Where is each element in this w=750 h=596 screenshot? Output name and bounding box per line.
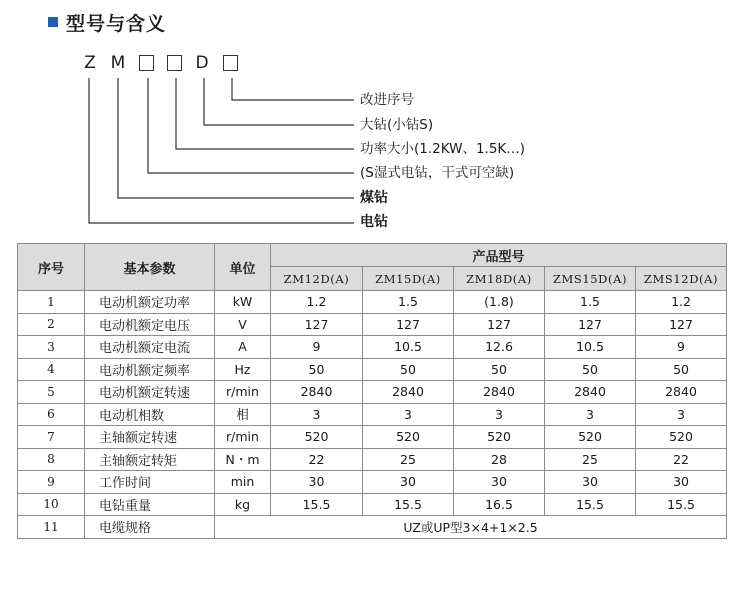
row-value: 15.5: [636, 493, 727, 516]
table-row: [18, 313, 727, 336]
row-value: 10.5: [363, 336, 454, 359]
row-index: 8: [18, 448, 85, 471]
row-value: 30: [545, 471, 636, 494]
table-row: [18, 403, 727, 426]
row-value: 520: [636, 426, 727, 449]
row-value: 2840: [454, 381, 545, 404]
row-value: 9: [271, 336, 363, 359]
row-unit: V: [215, 313, 271, 336]
row-unit: r/min: [215, 426, 271, 449]
row-value: 10.5: [545, 336, 636, 359]
row-value: 12.6: [454, 336, 545, 359]
legend-power: 功率大小(1.2KW、1.5K…): [360, 141, 526, 157]
header-param: 基本参数: [85, 244, 215, 291]
header-model: ZM12D(A): [271, 267, 363, 291]
row-index: 4: [18, 358, 85, 381]
row-index: 9: [18, 471, 85, 494]
header-model: ZMS12D(A): [636, 267, 727, 291]
row-index: 3: [18, 336, 85, 359]
row-value: 28: [454, 448, 545, 471]
row-value: 3: [545, 403, 636, 426]
row-value: 30: [636, 471, 727, 494]
row-param: 电动机相数: [85, 403, 215, 426]
row-value: 520: [454, 426, 545, 449]
row-param: 电动机额定转速: [85, 381, 215, 404]
row-value: 127: [636, 313, 727, 336]
row-value: 127: [363, 313, 454, 336]
row-param: 电动机额定功率: [85, 291, 215, 314]
legend-electric-drill: 电钻: [360, 214, 388, 230]
row-value: 15.5: [271, 493, 363, 516]
row-value: 30: [454, 471, 545, 494]
row-value: 520: [271, 426, 363, 449]
row-value: 520: [363, 426, 454, 449]
header-model: ZMS15D(A): [545, 267, 636, 291]
row-param: 工作时间: [85, 471, 215, 494]
row-param: 电动机额定频率: [85, 358, 215, 381]
row-value: 16.5: [454, 493, 545, 516]
section-title-text: 型号与含义: [66, 12, 167, 35]
row-param: 电动机额定电压: [85, 313, 215, 336]
row-unit: min: [215, 471, 271, 494]
row-value: 1.2: [271, 291, 363, 314]
leader-line-improve: [232, 78, 354, 100]
row-unit: r/min: [215, 381, 271, 404]
row-unit: A: [215, 336, 271, 359]
row-index: 6: [18, 403, 85, 426]
row-value: 3: [271, 403, 363, 426]
row-value: 22: [271, 448, 363, 471]
row-unit: Hz: [215, 358, 271, 381]
row-unit: kW: [215, 291, 271, 314]
legend-coal-drill: 煤钻: [360, 190, 388, 206]
table-row: [18, 381, 727, 404]
code-char-z: Z: [84, 53, 96, 73]
leader-line-power: [176, 78, 354, 149]
header-models-group: 产品型号: [271, 244, 727, 267]
row-value: (1.8): [454, 291, 545, 314]
leader-line-coal: [118, 78, 354, 198]
row-value: 127: [271, 313, 363, 336]
row-value: 2840: [545, 381, 636, 404]
row-value: 50: [271, 358, 363, 381]
row-value: 25: [545, 448, 636, 471]
row-value: 520: [545, 426, 636, 449]
row-index: 10: [18, 493, 85, 516]
row-value: 2840: [636, 381, 727, 404]
row-value: 50: [454, 358, 545, 381]
table-row: [18, 448, 727, 471]
header-model: ZM15D(A): [363, 267, 454, 291]
header-model: ZM18D(A): [454, 267, 545, 291]
table-row: [18, 426, 727, 449]
row-index: 11: [18, 516, 85, 539]
row-value: 30: [271, 471, 363, 494]
row-index: 2: [18, 313, 85, 336]
row-index: 5: [18, 381, 85, 404]
row-unit: kg: [215, 493, 271, 516]
row-param: 电动机额定电流: [85, 336, 215, 359]
table-row: [18, 291, 727, 314]
table-row: [18, 516, 727, 539]
row-value: 50: [545, 358, 636, 381]
row-value: 15.5: [545, 493, 636, 516]
row-unit: N・m: [215, 448, 271, 471]
row-value: 2840: [363, 381, 454, 404]
table-row: [18, 336, 727, 359]
row-param: 电钻重量: [85, 493, 215, 516]
header-index: 序号: [18, 244, 85, 291]
row-value: 1.2: [636, 291, 727, 314]
header-unit: 单位: [215, 244, 271, 291]
row-value: 50: [636, 358, 727, 381]
row-value: 30: [363, 471, 454, 494]
row-param: 主轴额定转矩: [85, 448, 215, 471]
legend-drill-size: 大钻(小钻S): [360, 117, 434, 133]
row-value: 1.5: [363, 291, 454, 314]
row-value: 22: [636, 448, 727, 471]
row-unit: 相: [215, 403, 271, 426]
code-char-m: M: [110, 53, 126, 73]
row-value: 9: [636, 336, 727, 359]
row-value: 127: [545, 313, 636, 336]
row-index: 1: [18, 291, 85, 314]
cable-spec-value: UZ或UP型3×4+1×2.5: [215, 516, 727, 539]
row-value: 1.5: [545, 291, 636, 314]
row-value: 3: [636, 403, 727, 426]
table-row: [18, 493, 727, 516]
legend-wet-dry: (S湿式电钻，干式可空缺): [360, 165, 515, 181]
row-value: 25: [363, 448, 454, 471]
row-value: 127: [454, 313, 545, 336]
leader-line-size: [204, 78, 354, 125]
spec-table: [17, 243, 727, 539]
row-index: 7: [18, 426, 85, 449]
row-value: 50: [363, 358, 454, 381]
row-param: 电缆规格: [85, 516, 215, 539]
row-param: 主轴额定转速: [85, 426, 215, 449]
legend-improve-serial: 改进序号: [360, 92, 414, 108]
row-value: 15.5: [363, 493, 454, 516]
row-value: 3: [363, 403, 454, 426]
table-row: [18, 358, 727, 381]
row-value: 3: [454, 403, 545, 426]
code-char-d: D: [195, 53, 209, 73]
row-value: 2840: [271, 381, 363, 404]
table-row: [18, 471, 727, 494]
